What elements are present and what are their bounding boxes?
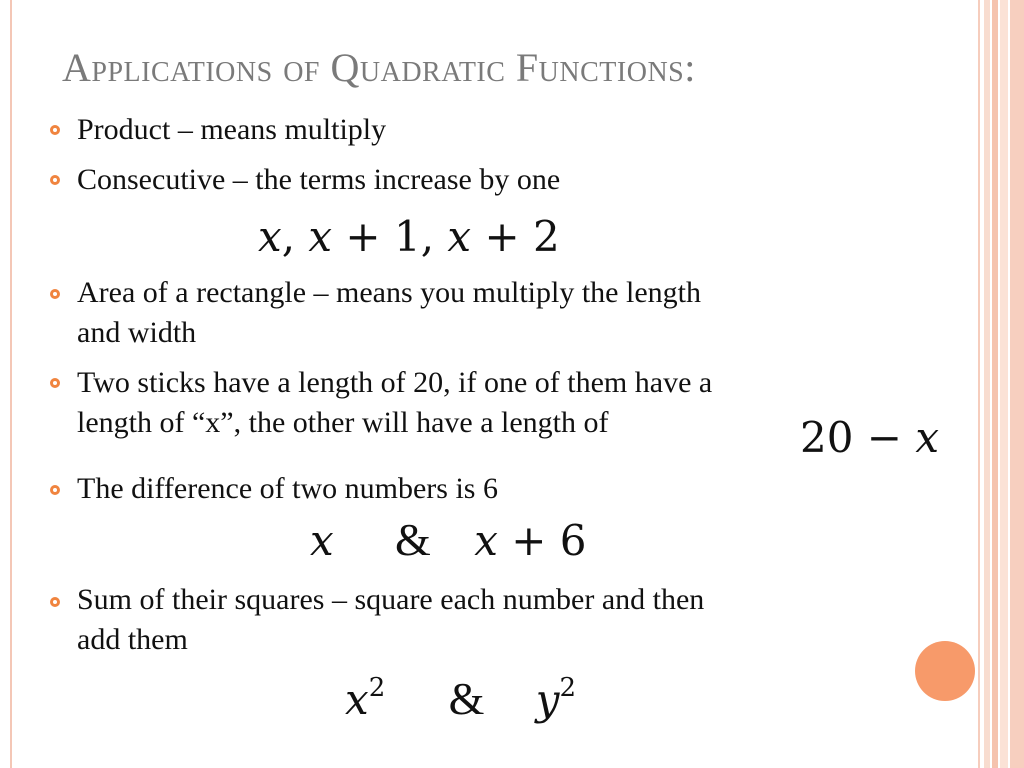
bullet-text: Consecutive – the terms increase by one	[77, 163, 561, 196]
stick-expression	[800, 413, 939, 462]
squares-expression	[345, 672, 576, 725]
bullet-text: Area of a rectangle – means you multiply the length	[77, 276, 701, 309]
math-var: x	[474, 516, 498, 565]
right-stripe	[992, 0, 998, 768]
math-exponent: 2	[559, 673, 577, 703]
bullet-icon	[50, 597, 60, 607]
bullet-text: Product – means multiply	[77, 113, 387, 146]
ampersand: &	[395, 514, 431, 565]
bullet-text: The difference of two numbers is 6	[77, 472, 498, 505]
math-var: x	[345, 675, 369, 724]
math-text: + 1,	[332, 212, 448, 261]
decorative-circle	[915, 641, 975, 701]
math-exponent: 2	[368, 673, 386, 703]
bullet-icon	[50, 125, 60, 135]
bullet-icon	[50, 289, 60, 299]
right-stripe	[1000, 0, 1008, 768]
consecutive-expression	[258, 212, 560, 261]
bullet-text: Sum of their squares – square each number and then	[77, 583, 705, 616]
math-var: x	[447, 212, 472, 261]
math-text: 20 −	[800, 413, 916, 462]
right-stripe	[978, 0, 980, 768]
math-var: x	[258, 212, 282, 261]
math-var: x	[308, 212, 333, 261]
math-text: + 6	[497, 516, 587, 565]
difference-expression	[310, 513, 587, 566]
bullet-text-continued: length of “x”, the other will have a length of	[77, 406, 609, 439]
math-text: ,	[281, 212, 309, 261]
bullet-icon	[50, 378, 60, 388]
bullet-text: Two sticks have a length of 20, if one of them have a	[77, 366, 713, 399]
right-stripe	[1010, 0, 1024, 768]
math-text: + 2	[471, 212, 560, 261]
math-var: x	[915, 413, 940, 462]
right-stripe	[984, 0, 990, 768]
left-border-line	[10, 0, 12, 768]
bullet-text-continued: and width	[77, 316, 197, 349]
math-var: y	[535, 675, 560, 724]
math-var: x	[310, 516, 334, 565]
bullet-icon	[50, 175, 60, 185]
bullet-text-continued: add them	[77, 623, 188, 656]
bullet-icon	[50, 485, 60, 495]
ampersand: &	[448, 673, 485, 724]
slide-title: Applications of Quadratic Functions:	[62, 45, 696, 90]
